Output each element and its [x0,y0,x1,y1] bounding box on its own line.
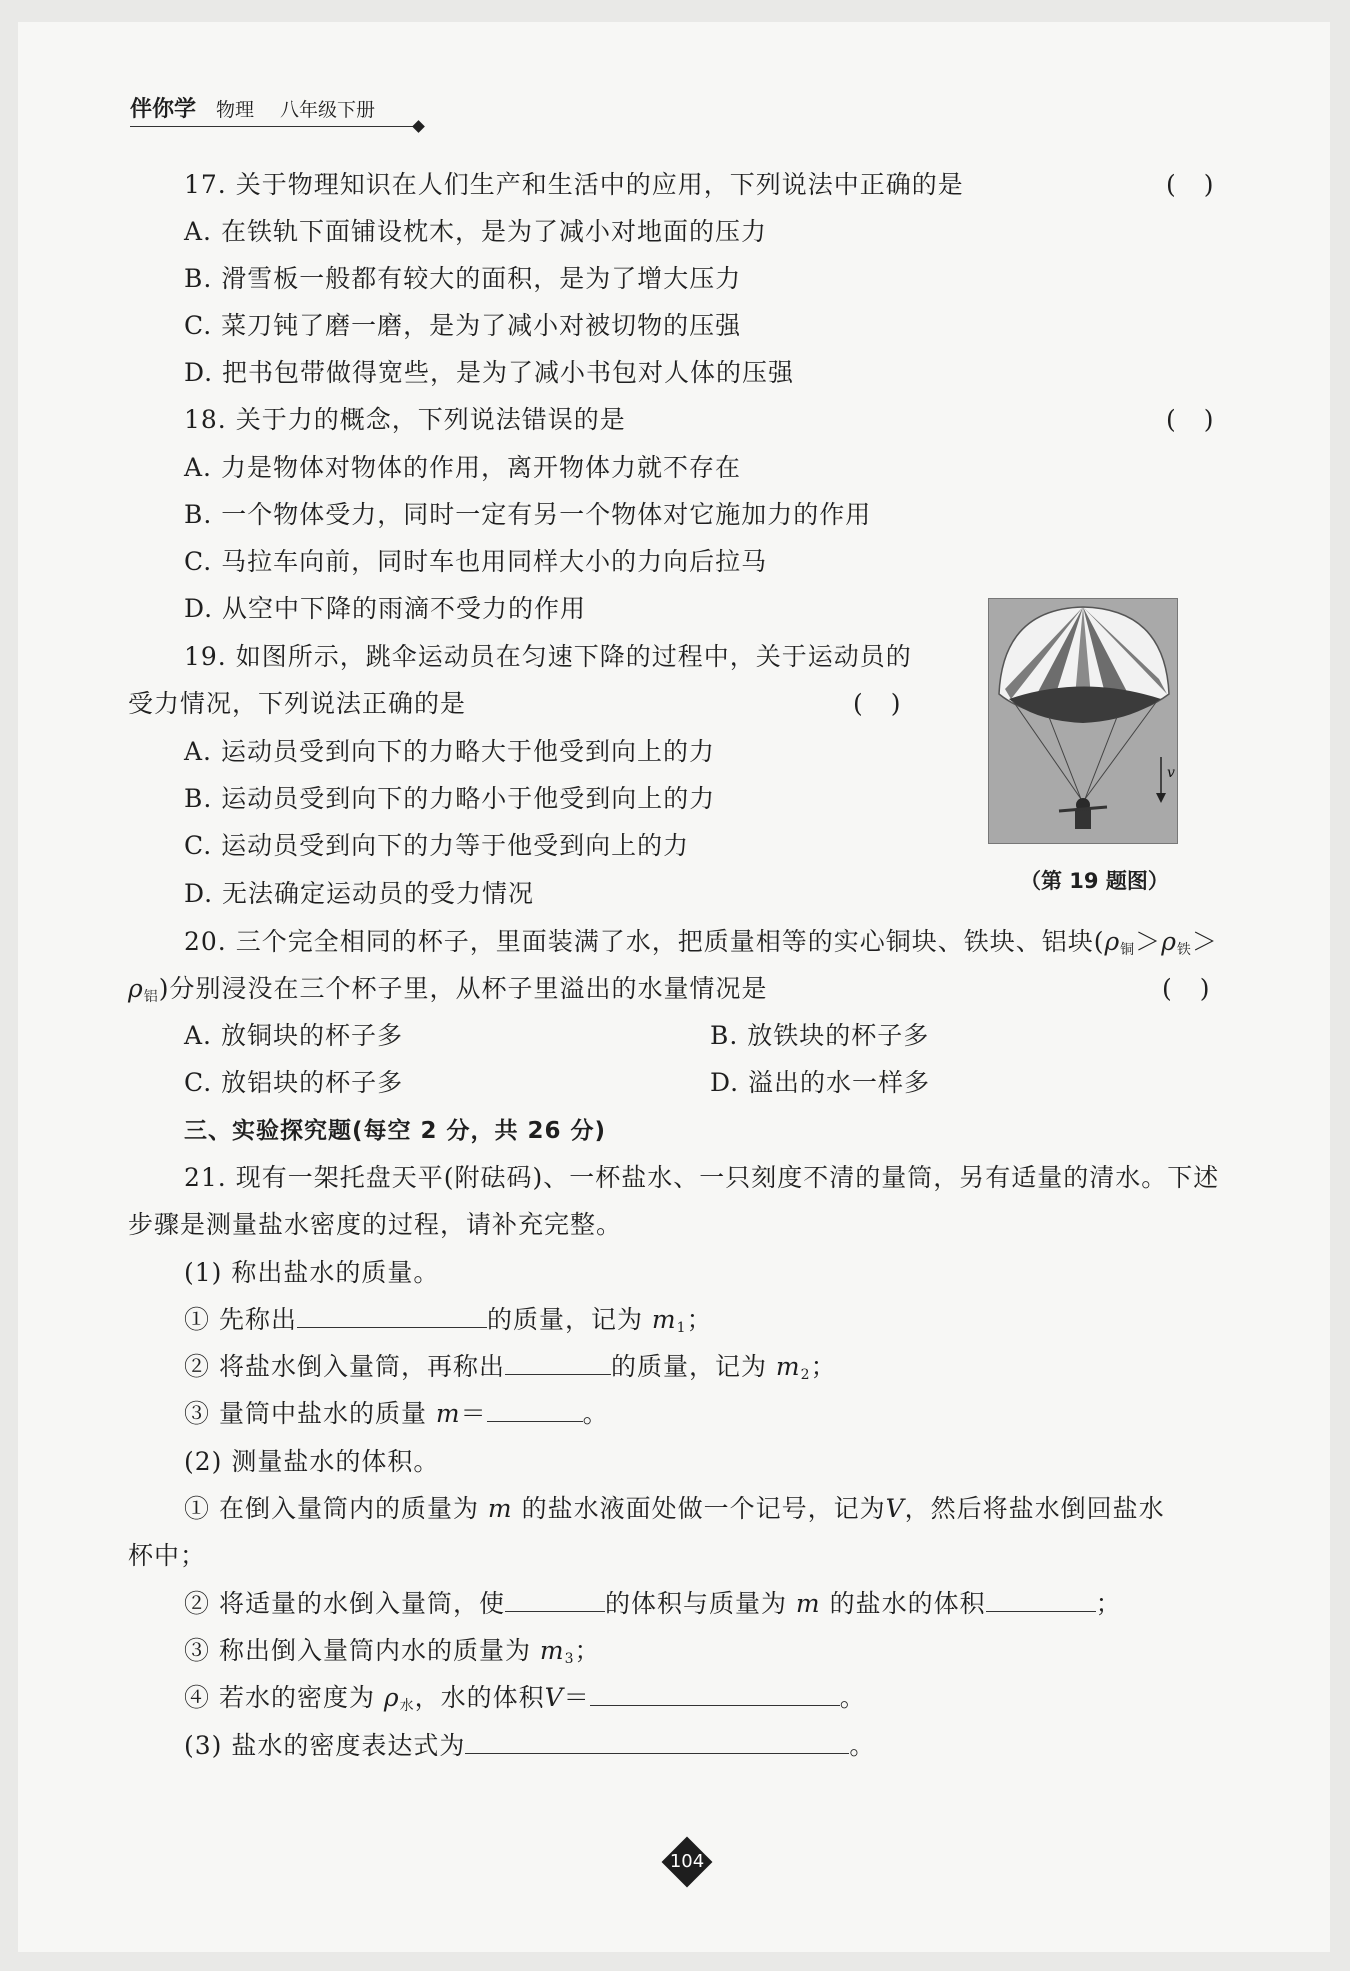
mass-symbol: m [795,1589,821,1618]
q20-stem-line1 [184,925,1218,967]
subscript: 1 [676,1320,687,1336]
punctuation: 。 [849,1731,876,1760]
step-text: 的质量，记为 [610,1352,767,1381]
step-text: ，水的体积 [414,1683,545,1712]
q18-answer-paren: () [1166,405,1242,434]
punctuation: ； [810,1352,837,1381]
book-subject: 物理 [216,99,255,121]
q21-part1-heading: (1) 称出盐水的质量。 [184,1258,440,1287]
step-text: ，然后将盐水倒回盐水 [904,1494,1165,1523]
step-text: ① 在倒入量筒内的质量为 [184,1494,479,1523]
volume-symbol: V [544,1683,564,1712]
q20-answer-paren: () [1162,974,1238,1003]
answer-blank[interactable] [986,1587,1096,1612]
rho-symbol: ρ [1161,927,1177,956]
q20-option-d: D. 溢出的水一样多 [710,1068,931,1097]
sub-fe: 铁 [1176,942,1192,958]
q19-option-b: B. 运动员受到向下的力略小于他受到向上的力 [184,784,716,813]
answer-blank[interactable] [297,1303,487,1328]
q19-stem-line1: 19. 如图所示，跳伞运动员在匀速下降的过程中，关于运动员的 [184,642,912,671]
mass-symbol: m [775,1352,801,1381]
q19-option-a: A. 运动员受到向下的力略大于他受到向上的力 [184,737,715,766]
subscript: 水 [399,1698,415,1714]
q21-part2-step2 [184,1587,1122,1621]
q19-option-d: D. 无法确定运动员的受力情况 [184,879,535,908]
q20-option-c: C. 放铝块的杯子多 [184,1068,404,1097]
q21-part2-step1 [184,1492,1165,1526]
q21-part1-step2 [184,1350,837,1392]
subscript: 3 [564,1651,575,1667]
q21-part1-step1 [184,1303,713,1345]
step-text: ③ 称出倒入量筒内水的质量为 [184,1636,531,1665]
q21-part2-heading: (2) 测量盐水的体积。 [184,1447,440,1476]
q17-option-d: D. 把书包带做得宽些，是为了减小书包对人体的压强 [184,358,795,387]
q17-stem: 17. 关于物理知识在人们生产和生活中的应用，下列说法中正确的是 [184,170,964,199]
q19-stem-line2: 受力情况，下列说法正确的是 [128,689,467,718]
step-text: ② 将盐水倒入量筒，再称出 [184,1352,505,1381]
volume-symbol: V [885,1494,905,1523]
section-3-heading: 三、实验探究题(每空 2 分，共 26 分) [184,1118,607,1144]
page-number-badge [663,1838,711,1886]
step-text: 的体积与质量为 [604,1589,787,1618]
q21-part1-step3 [184,1397,609,1431]
q21-part3 [184,1729,875,1763]
q17-option-a: A. 在铁轨下面铺设枕木，是为了减小对地面的压力 [184,217,767,246]
rho-symbol: ρ [128,974,144,1003]
parachute-figure [988,598,1178,844]
answer-blank[interactable] [505,1350,611,1375]
punctuation: ； [686,1305,713,1334]
gt-sign: ＞ [1191,927,1218,956]
q19-answer-paren: () [853,689,929,718]
parachute-image [989,599,1177,843]
q21-part2-step4 [184,1681,866,1723]
step-text: ④ 若水的密度为 [184,1683,375,1712]
page-header [130,92,422,127]
q17-option-b: B. 滑雪板一般都有较大的面积，是为了增大压力 [184,264,742,293]
step-text: 的质量，记为 [486,1305,643,1334]
q20-stem-text: 20. 三个完全相同的杯子，里面装满了水，把质量相等的实心铜块、铁块、铝块( [184,927,1105,956]
figure-19-caption: （第 19 题图） [1020,869,1169,893]
answer-blank[interactable] [465,1729,849,1754]
equals-sign: ＝ [460,1399,487,1428]
q18-option-b: B. 一个物体受力，同时一定有另一个物体对它施加力的作用 [184,500,872,529]
q20-option-a: A. 放铜块的杯子多 [184,1021,403,1050]
q17-answer-paren: () [1166,170,1242,199]
q18-option-d: D. 从空中下降的雨滴不受力的作用 [184,594,587,623]
mass-symbol: m [539,1636,565,1665]
punctuation: 。 [839,1683,866,1712]
rho-symbol: ρ [1104,927,1121,956]
answer-blank[interactable] [590,1681,840,1706]
punctuation: 。 [582,1399,609,1428]
q20-stem-line2 [128,972,767,1014]
punctuation: ； [1095,1589,1122,1618]
sub-cu: 铜 [1120,942,1136,958]
q17-option-c: C. 菜刀钝了磨一磨，是为了减小对被切物的压强 [184,311,742,340]
answer-blank[interactable] [487,1397,583,1422]
sub-al: 铝 [143,989,159,1005]
mass-symbol: m [435,1399,461,1428]
answer-blank[interactable] [505,1587,605,1612]
q20-option-b: B. 放铁块的杯子多 [710,1021,930,1050]
book-grade: 八年级下册 [280,99,376,121]
q18-stem: 18. 关于力的概念，下列说法错误的是 [184,405,626,434]
book-brand: 伴你学 [130,97,197,122]
q19-option-c: C. 运动员受到向下的力等于他受到向上的力 [184,831,690,860]
step-text: ③ 量筒中盐水的质量 [184,1399,427,1428]
punctuation: ； [574,1636,601,1665]
mass-symbol: m [487,1494,513,1523]
step-text: ① 先称出 [184,1305,297,1334]
q21-part2-step3 [184,1634,601,1676]
step-text: 的盐水的体积 [829,1589,986,1618]
q18-option-a: A. 力是物体对物体的作用，离开物体力就不存在 [184,453,741,482]
velocity-label: v [1167,765,1175,781]
q18-option-c: C. 马拉车向前，同时车也用同样大小的力向后拉马 [184,547,768,576]
q21-stem-line1: 21. 现有一架托盘天平(附砝码)、一杯盐水、一只刻度不清的量筒，另有适量的清水。下述 [184,1163,1220,1192]
equals-sign: ＝ [563,1683,590,1712]
page-number: 104 [669,1851,705,1872]
q21-stem-line2: 步骤是测量盐水密度的过程，请补充完整。 [128,1210,623,1239]
rho-symbol: ρ [383,1683,400,1712]
subscript: 2 [800,1367,811,1383]
q20-stem-text2: )分别浸没在三个杯子里，从杯子里溢出的水量情况是 [158,974,768,1003]
gt-sign: ＞ [1135,927,1162,956]
q21-part2-step1-cont: 杯中； [128,1541,207,1570]
mass-symbol: m [651,1305,677,1334]
step-text: 的盐水液面处做一个记号，记为 [521,1494,886,1523]
step-text: ② 将适量的水倒入量筒，使 [184,1589,505,1618]
step-text: (3) 盐水的密度表达式为 [184,1731,466,1760]
